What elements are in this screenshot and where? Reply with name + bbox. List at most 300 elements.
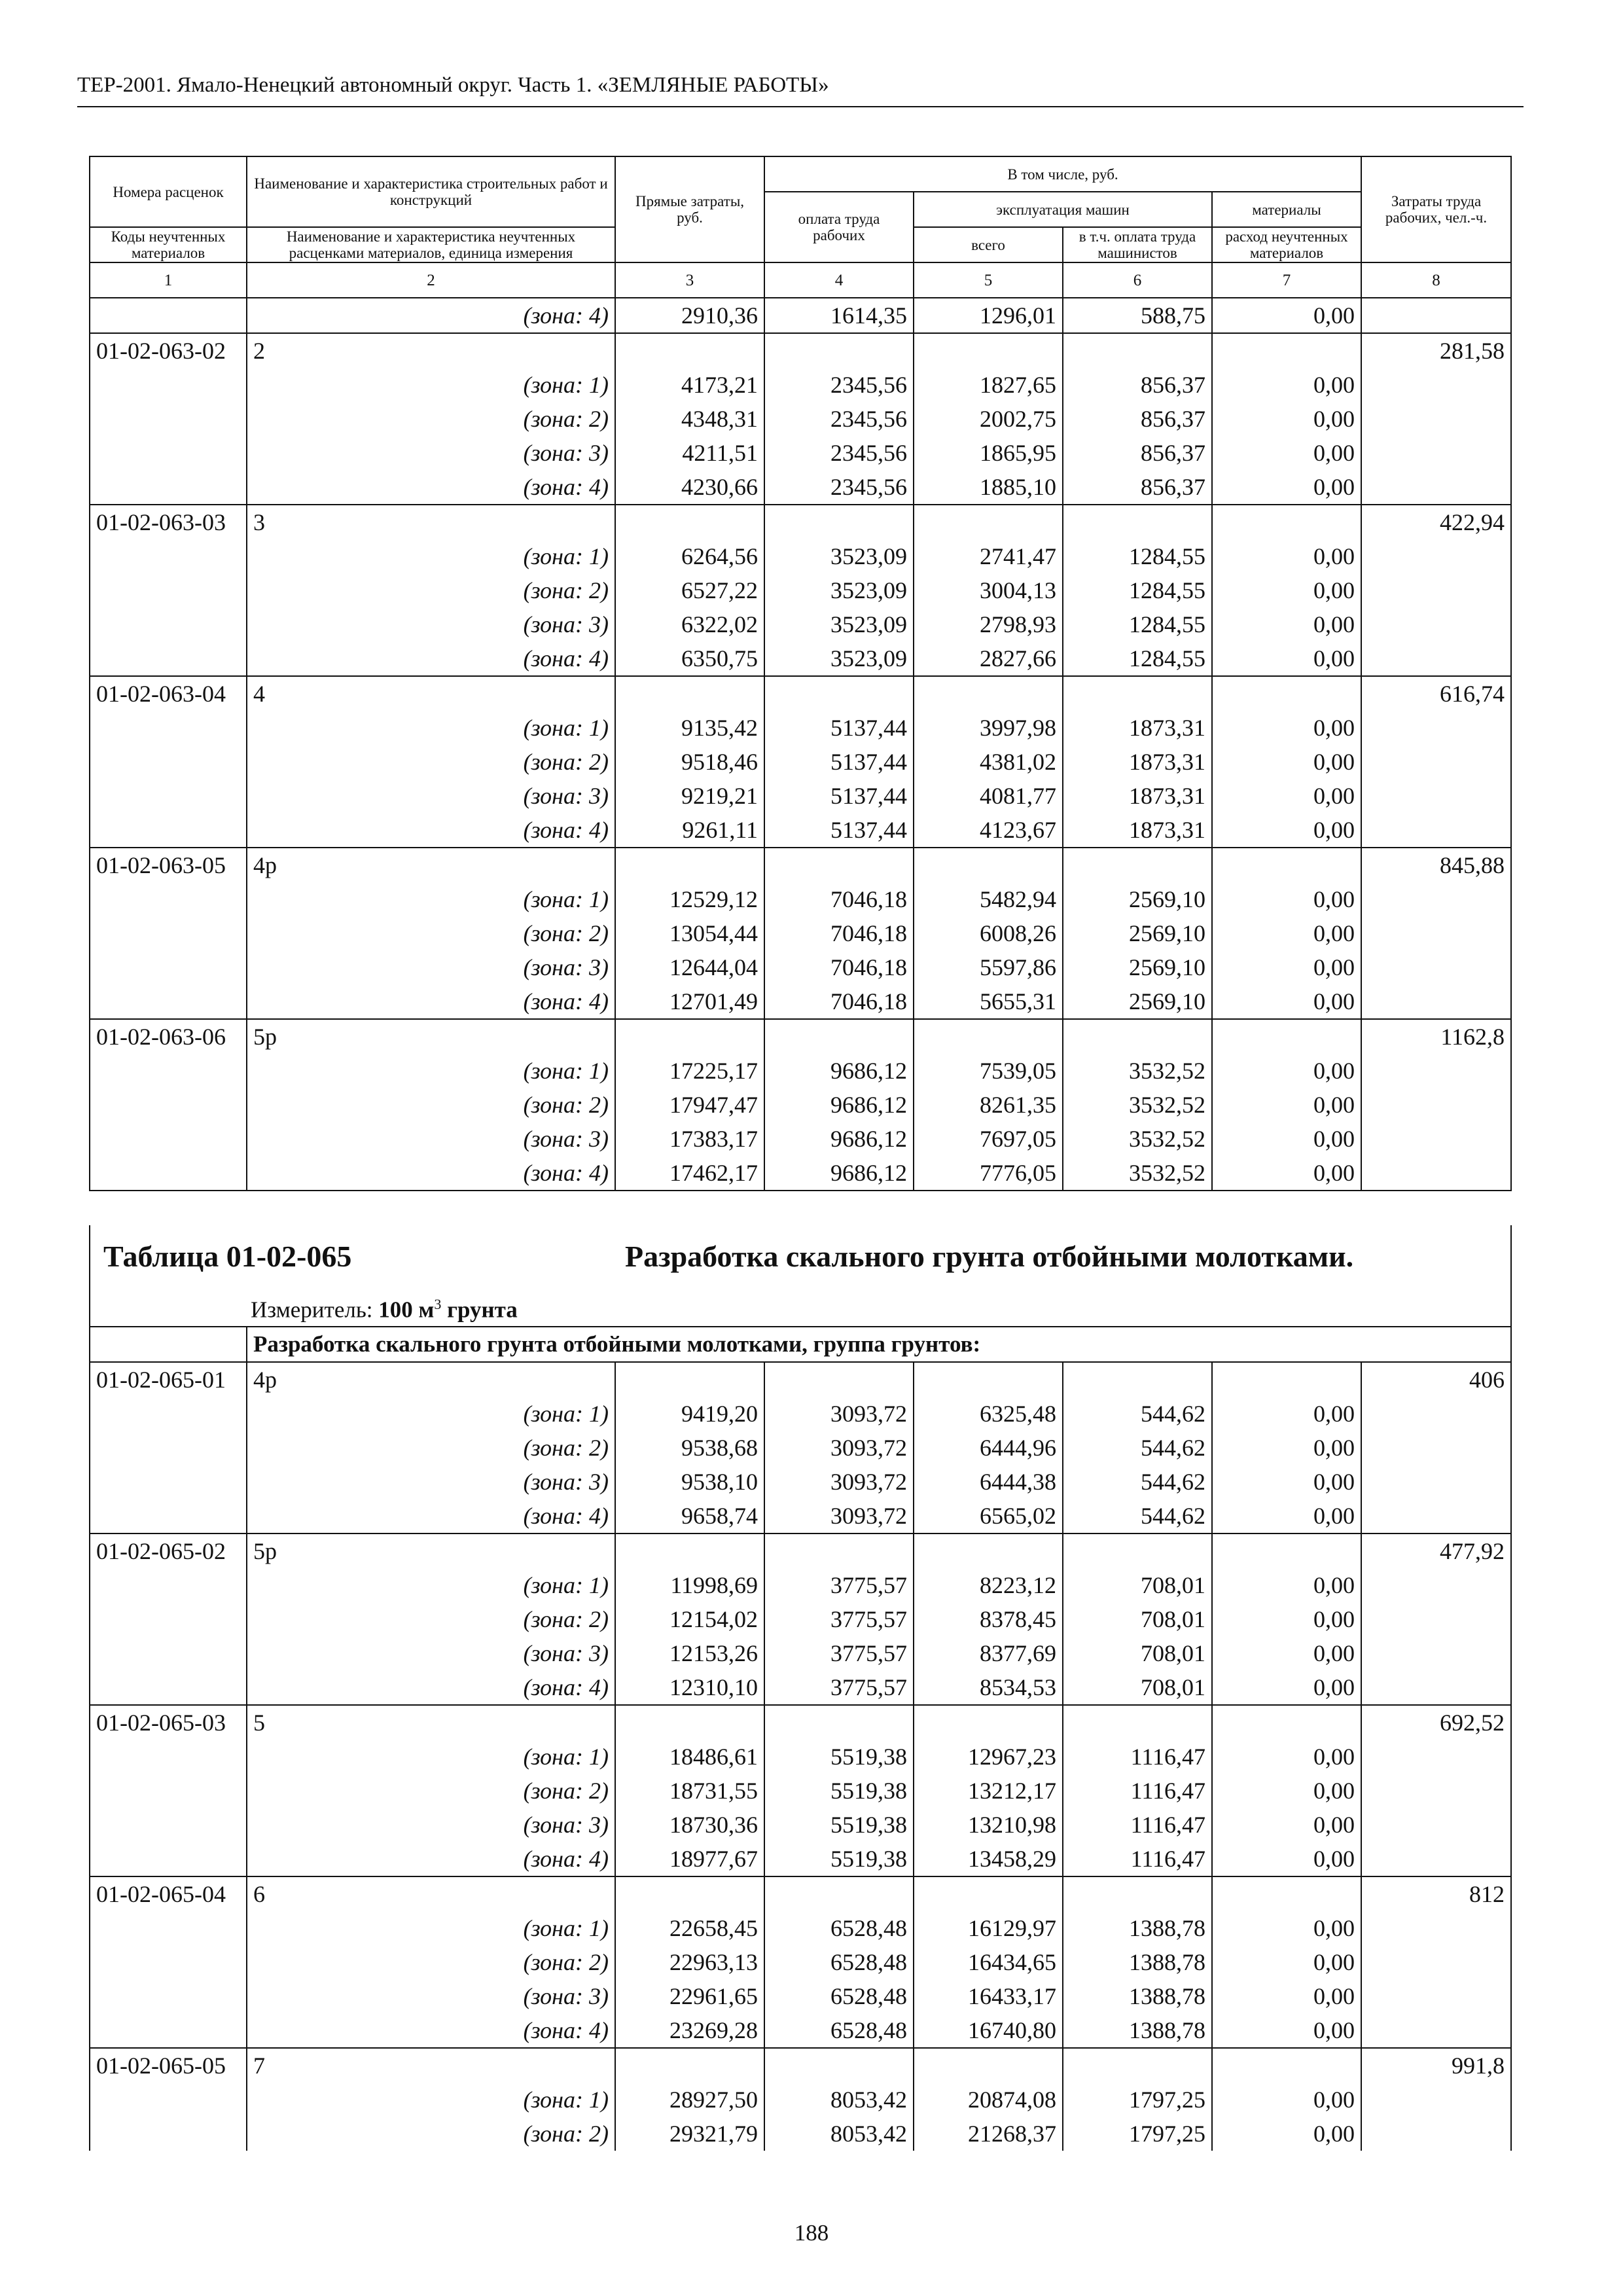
zone-label: (зона: 4) bbox=[247, 2013, 615, 2048]
column-number: 2 bbox=[247, 262, 615, 298]
rate-code-cell bbox=[90, 1842, 247, 1876]
machines-pay: 856,37 bbox=[1063, 436, 1212, 470]
machines-total: 13458,29 bbox=[914, 1842, 1063, 1876]
zone-label: (зона: 4) bbox=[247, 641, 615, 676]
materials: 0,00 bbox=[1212, 1431, 1361, 1465]
rate-code-cell bbox=[90, 916, 247, 950]
table-row bbox=[90, 882, 1511, 916]
labor-cost-cell bbox=[1361, 2117, 1511, 2151]
empty-cell bbox=[914, 676, 1063, 711]
materials: 0,00 bbox=[1212, 1808, 1361, 1842]
machines-pay: 544,62 bbox=[1063, 1499, 1212, 1534]
zone-label: (зона: 2) bbox=[247, 573, 615, 607]
table-row bbox=[90, 1808, 1511, 1842]
column-number: 4 bbox=[764, 262, 914, 298]
direct-cost: 12310,10 bbox=[615, 1670, 764, 1705]
labor-pay: 7046,18 bbox=[764, 916, 914, 950]
rate-name: 4р bbox=[247, 1362, 615, 1397]
machines-total: 13210,98 bbox=[914, 1808, 1063, 1842]
table-row bbox=[90, 1397, 1511, 1431]
machines-pay: 1284,55 bbox=[1063, 607, 1212, 641]
empty-cell bbox=[764, 333, 914, 368]
machines-pay: 1284,55 bbox=[1063, 641, 1212, 676]
zone-label: (зона: 1) bbox=[247, 1397, 615, 1431]
header-machines-pay: в т.ч. оплата труда машинистов bbox=[1063, 227, 1212, 262]
machines-total: 8223,12 bbox=[914, 1568, 1063, 1602]
labor-pay: 3523,09 bbox=[764, 573, 914, 607]
labor-cost-cell bbox=[1361, 916, 1511, 950]
rate-group-row bbox=[90, 676, 1511, 711]
materials: 0,00 bbox=[1212, 1465, 1361, 1499]
rate-code-cell bbox=[90, 1465, 247, 1499]
labor-cost-cell bbox=[1361, 779, 1511, 813]
labor-cost-cell bbox=[1361, 1568, 1511, 1602]
table-title: Разработка скального грунта отбойными молотками. bbox=[625, 1240, 1354, 1273]
direct-cost: 6322,02 bbox=[615, 607, 764, 641]
machines-pay: 588,75 bbox=[1063, 298, 1212, 333]
zone-label: (зона: 1) bbox=[247, 882, 615, 916]
empty-cell bbox=[1063, 2048, 1212, 2083]
header-machines: эксплуатация машин bbox=[914, 192, 1212, 227]
machines-total: 4381,02 bbox=[914, 745, 1063, 779]
empty-cell bbox=[914, 1019, 1063, 1054]
direct-cost: 12644,04 bbox=[615, 950, 764, 984]
zone-label: (зона: 2) bbox=[247, 1431, 615, 1465]
rate-code-cell bbox=[90, 1945, 247, 1979]
machines-total: 1296,01 bbox=[914, 298, 1063, 333]
direct-cost: 4348,31 bbox=[615, 402, 764, 436]
table-row bbox=[90, 641, 1511, 676]
rate-code-cell bbox=[90, 813, 247, 848]
machines-total: 1865,95 bbox=[914, 436, 1063, 470]
materials: 0,00 bbox=[1212, 1088, 1361, 1122]
labor-pay: 2345,56 bbox=[764, 368, 914, 402]
table-row bbox=[90, 1568, 1511, 1602]
labor-pay: 6528,48 bbox=[764, 1945, 914, 1979]
machines-pay: 1388,78 bbox=[1063, 1945, 1212, 1979]
labor-cost-cell bbox=[1361, 2013, 1511, 2048]
empty-cell bbox=[914, 1876, 1063, 1911]
rate-code: 01-02-065-01 bbox=[90, 1362, 247, 1397]
rate-code: 01-02-065-03 bbox=[90, 1705, 247, 1740]
empty-cell bbox=[764, 505, 914, 539]
table-row bbox=[90, 573, 1511, 607]
machines-pay: 708,01 bbox=[1063, 1568, 1212, 1602]
direct-cost: 6527,22 bbox=[615, 573, 764, 607]
empty-cell bbox=[1212, 1876, 1361, 1911]
zone-label: (зона: 1) bbox=[247, 711, 615, 745]
labor-pay: 6528,48 bbox=[764, 2013, 914, 2048]
rate-code: 01-02-065-05 bbox=[90, 2048, 247, 2083]
machines-total: 1827,65 bbox=[914, 368, 1063, 402]
labor-cost: 281,58 bbox=[1361, 333, 1511, 368]
rate-code: 01-02-063-05 bbox=[90, 848, 247, 882]
labor-cost-cell bbox=[1361, 402, 1511, 436]
labor-cost-cell bbox=[1361, 1465, 1511, 1499]
table-row bbox=[90, 470, 1511, 505]
header-materials-used: расход неучтенных материалов bbox=[1212, 227, 1361, 262]
labor-cost-cell bbox=[1361, 1499, 1511, 1534]
labor-cost-cell bbox=[1361, 368, 1511, 402]
table-row bbox=[90, 916, 1511, 950]
machines-total: 6444,38 bbox=[914, 1465, 1063, 1499]
empty-cell bbox=[764, 848, 914, 882]
zone-label: (зона: 4) bbox=[247, 1156, 615, 1191]
rate-code-cell bbox=[90, 1808, 247, 1842]
labor-cost: 406 bbox=[1361, 1362, 1511, 1397]
table-row bbox=[90, 1499, 1511, 1534]
rate-code-cell bbox=[90, 573, 247, 607]
labor-cost: 692,52 bbox=[1361, 1705, 1511, 1740]
machines-pay: 856,37 bbox=[1063, 402, 1212, 436]
rate-code-cell bbox=[90, 779, 247, 813]
rate-code: 01-02-065-04 bbox=[90, 1876, 247, 1911]
machines-pay: 1797,25 bbox=[1063, 2083, 1212, 2117]
rate-code-cell bbox=[90, 1636, 247, 1670]
labor-cost-cell bbox=[1361, 539, 1511, 573]
subheading-blank bbox=[90, 1327, 247, 1362]
labor-cost: 812 bbox=[1361, 1876, 1511, 1911]
materials: 0,00 bbox=[1212, 984, 1361, 1019]
rate-name: 4 bbox=[247, 676, 615, 711]
labor-cost-cell bbox=[1361, 1945, 1511, 1979]
zone-label: (зона: 2) bbox=[247, 1945, 615, 1979]
machines-total: 16129,97 bbox=[914, 1911, 1063, 1945]
labor-cost: 422,94 bbox=[1361, 505, 1511, 539]
empty-cell bbox=[615, 1019, 764, 1054]
zone-label: (зона: 3) bbox=[247, 1122, 615, 1156]
zone-label: (зона: 2) bbox=[247, 745, 615, 779]
zone-label: (зона: 3) bbox=[247, 1808, 615, 1842]
materials: 0,00 bbox=[1212, 813, 1361, 848]
rate-code-cell bbox=[90, 641, 247, 676]
zone-label: (зона: 1) bbox=[247, 1054, 615, 1088]
labor-cost-cell bbox=[1361, 711, 1511, 745]
rate-name: 7 bbox=[247, 2048, 615, 2083]
zone-label: (зона: 3) bbox=[247, 607, 615, 641]
labor-cost: 991,8 bbox=[1361, 2048, 1511, 2083]
table-row bbox=[90, 711, 1511, 745]
empty-cell bbox=[1212, 676, 1361, 711]
rate-code-cell bbox=[90, 1911, 247, 1945]
machines-total: 6565,02 bbox=[914, 1499, 1063, 1534]
materials: 0,00 bbox=[1212, 1911, 1361, 1945]
table-row bbox=[90, 368, 1511, 402]
machines-pay: 2569,10 bbox=[1063, 984, 1212, 1019]
rate-code-cell bbox=[90, 1088, 247, 1122]
empty-cell bbox=[1063, 505, 1212, 539]
labor-pay: 9686,12 bbox=[764, 1122, 914, 1156]
labor-pay: 7046,18 bbox=[764, 950, 914, 984]
zone-label: (зона: 1) bbox=[247, 539, 615, 573]
labor-pay: 5519,38 bbox=[764, 1774, 914, 1808]
direct-cost: 4211,51 bbox=[615, 436, 764, 470]
empty-cell bbox=[764, 676, 914, 711]
labor-cost-cell bbox=[1361, 1808, 1511, 1842]
table-row bbox=[90, 402, 1511, 436]
labor-pay: 7046,18 bbox=[764, 882, 914, 916]
labor-pay: 3775,57 bbox=[764, 1568, 914, 1602]
rate-code-cell bbox=[90, 1397, 247, 1431]
machines-total: 6325,48 bbox=[914, 1397, 1063, 1431]
direct-cost: 18486,61 bbox=[615, 1740, 764, 1774]
rate-code-cell bbox=[90, 1740, 247, 1774]
zone-label: (зона: 4) bbox=[247, 1499, 615, 1534]
rate-code-cell bbox=[90, 1054, 247, 1088]
labor-pay: 3523,09 bbox=[764, 641, 914, 676]
materials: 0,00 bbox=[1212, 1636, 1361, 1670]
direct-cost: 12701,49 bbox=[615, 984, 764, 1019]
zone-label: (зона: 1) bbox=[247, 1568, 615, 1602]
direct-cost: 22658,45 bbox=[615, 1911, 764, 1945]
labor-pay: 3523,09 bbox=[764, 607, 914, 641]
labor-cost-cell bbox=[1361, 1636, 1511, 1670]
empty-cell bbox=[764, 2048, 914, 2083]
zone-label: (зона: 3) bbox=[247, 1465, 615, 1499]
unit-of-measure bbox=[251, 1287, 518, 1327]
machines-total: 12967,23 bbox=[914, 1740, 1063, 1774]
direct-cost: 22963,13 bbox=[615, 1945, 764, 1979]
rate-name: 3 bbox=[247, 505, 615, 539]
materials: 0,00 bbox=[1212, 1979, 1361, 2013]
empty-cell bbox=[1063, 333, 1212, 368]
direct-cost: 4230,66 bbox=[615, 470, 764, 505]
machines-total: 16434,65 bbox=[914, 1945, 1063, 1979]
labor-pay: 3775,57 bbox=[764, 1636, 914, 1670]
empty-cell bbox=[615, 1534, 764, 1568]
header-code-bottom: Коды неучтенных материалов bbox=[90, 227, 247, 262]
machines-total: 20874,08 bbox=[914, 2083, 1063, 2117]
rate-code-cell bbox=[90, 1568, 247, 1602]
header-direct: Прямые затраты, руб. bbox=[615, 156, 764, 262]
rate-code-cell bbox=[90, 402, 247, 436]
machines-total: 8261,35 bbox=[914, 1088, 1063, 1122]
rate-code-cell bbox=[90, 607, 247, 641]
rate-group-row bbox=[90, 2048, 1511, 2083]
rate-name: 5р bbox=[247, 1019, 615, 1054]
materials: 0,00 bbox=[1212, 436, 1361, 470]
zone-label: (зона: 4) bbox=[247, 813, 615, 848]
labor-cost-cell bbox=[1361, 1602, 1511, 1636]
header-machines-total: всего bbox=[914, 227, 1063, 262]
machines-pay: 1388,78 bbox=[1063, 2013, 1212, 2048]
unit-value: 100 м bbox=[378, 1297, 435, 1323]
header-name-bottom: Наименование и характеристика неучтенных расценками материалов, единица измерения bbox=[247, 227, 615, 262]
rate-group-row bbox=[90, 1876, 1511, 1911]
direct-cost: 4173,21 bbox=[615, 368, 764, 402]
machines-total: 4123,67 bbox=[914, 813, 1063, 848]
empty-cell bbox=[764, 1362, 914, 1397]
labor-pay: 9686,12 bbox=[764, 1088, 914, 1122]
direct-cost: 9135,42 bbox=[615, 711, 764, 745]
table-row bbox=[90, 1670, 1511, 1705]
empty-cell bbox=[615, 1362, 764, 1397]
machines-pay: 708,01 bbox=[1063, 1602, 1212, 1636]
labor-pay: 1614,35 bbox=[764, 298, 914, 333]
table-row bbox=[90, 1945, 1511, 1979]
materials: 0,00 bbox=[1212, 779, 1361, 813]
rate-group-row bbox=[90, 1019, 1511, 1054]
machines-total: 8534,53 bbox=[914, 1670, 1063, 1705]
zone-label: (зона: 2) bbox=[247, 402, 615, 436]
machines-pay: 856,37 bbox=[1063, 470, 1212, 505]
empty-cell bbox=[1063, 1876, 1212, 1911]
materials: 0,00 bbox=[1212, 1054, 1361, 1088]
rate-group-row bbox=[90, 505, 1511, 539]
empty-cell bbox=[914, 505, 1063, 539]
machines-pay: 2569,10 bbox=[1063, 882, 1212, 916]
machines-pay: 544,62 bbox=[1063, 1397, 1212, 1431]
machines-total: 6444,96 bbox=[914, 1431, 1063, 1465]
machines-total: 8377,69 bbox=[914, 1636, 1063, 1670]
zone-label: (зона: 1) bbox=[247, 2083, 615, 2117]
materials: 0,00 bbox=[1212, 1122, 1361, 1156]
table-row bbox=[90, 1911, 1511, 1945]
column-number: 5 bbox=[914, 262, 1063, 298]
empty-cell bbox=[764, 1705, 914, 1740]
labor-cost: 845,88 bbox=[1361, 848, 1511, 882]
direct-cost: 17225,17 bbox=[615, 1054, 764, 1088]
table-row bbox=[90, 2013, 1511, 2048]
unit-superscript: 3 bbox=[434, 1296, 442, 1312]
machines-total: 13212,17 bbox=[914, 1774, 1063, 1808]
empty-cell bbox=[1063, 1362, 1212, 1397]
zone-label: (зона: 4) bbox=[247, 984, 615, 1019]
direct-cost: 9658,74 bbox=[615, 1499, 764, 1534]
direct-cost: 28927,50 bbox=[615, 2083, 764, 2117]
machines-pay: 1873,31 bbox=[1063, 779, 1212, 813]
labor-cost-cell bbox=[1361, 1088, 1511, 1122]
empty-cell bbox=[1212, 1019, 1361, 1054]
materials: 0,00 bbox=[1212, 1156, 1361, 1191]
machines-total: 16740,80 bbox=[914, 2013, 1063, 2048]
machines-total: 5482,94 bbox=[914, 882, 1063, 916]
labor-cost-cell bbox=[1361, 436, 1511, 470]
labor-cost-cell bbox=[1361, 573, 1511, 607]
empty-cell bbox=[914, 1534, 1063, 1568]
table-row bbox=[90, 745, 1511, 779]
labor-cost-cell bbox=[1361, 298, 1511, 333]
labor-cost-cell bbox=[1361, 950, 1511, 984]
machines-pay: 1116,47 bbox=[1063, 1774, 1212, 1808]
machines-pay: 1873,31 bbox=[1063, 813, 1212, 848]
materials: 0,00 bbox=[1212, 402, 1361, 436]
machines-total: 8378,45 bbox=[914, 1602, 1063, 1636]
materials: 0,00 bbox=[1212, 539, 1361, 573]
materials: 0,00 bbox=[1212, 2013, 1361, 2048]
materials: 0,00 bbox=[1212, 1602, 1361, 1636]
materials: 0,00 bbox=[1212, 711, 1361, 745]
machines-pay: 544,62 bbox=[1063, 1431, 1212, 1465]
direct-cost: 9261,11 bbox=[615, 813, 764, 848]
header-incl: В том числе, руб. bbox=[764, 156, 1361, 192]
labor-pay: 3093,72 bbox=[764, 1397, 914, 1431]
table-row bbox=[90, 1465, 1511, 1499]
empty-cell bbox=[764, 1876, 914, 1911]
rate-code: 01-02-063-03 bbox=[90, 505, 247, 539]
zone-label: (зона: 4) bbox=[247, 1670, 615, 1705]
direct-cost: 6350,75 bbox=[615, 641, 764, 676]
empty-cell bbox=[1212, 1362, 1361, 1397]
rate-code-cell bbox=[90, 1979, 247, 2013]
zone-label: (зона: 4) bbox=[247, 298, 615, 333]
empty-cell bbox=[914, 1362, 1063, 1397]
table-subheading: Разработка скального грунта отбойными молотками, группа грунтов: bbox=[247, 1327, 1511, 1362]
materials: 0,00 bbox=[1212, 745, 1361, 779]
labor-cost-cell bbox=[1361, 813, 1511, 848]
labor-pay: 2345,56 bbox=[764, 470, 914, 505]
table-row bbox=[90, 1774, 1511, 1808]
table-row bbox=[90, 950, 1511, 984]
direct-cost: 9538,68 bbox=[615, 1431, 764, 1465]
labor-cost-cell bbox=[1361, 984, 1511, 1019]
rates-table bbox=[89, 156, 1512, 2151]
labor-cost-cell bbox=[1361, 1397, 1511, 1431]
empty-cell bbox=[615, 505, 764, 539]
labor-pay: 3775,57 bbox=[764, 1670, 914, 1705]
table-row bbox=[90, 1602, 1511, 1636]
table-body-01-02-063 bbox=[90, 298, 1511, 1191]
direct-cost: 17947,47 bbox=[615, 1088, 764, 1122]
rate-code-cell bbox=[90, 882, 247, 916]
machines-total: 2002,75 bbox=[914, 402, 1063, 436]
machines-pay: 1873,31 bbox=[1063, 745, 1212, 779]
rate-code-cell bbox=[90, 1774, 247, 1808]
zone-label: (зона: 1) bbox=[247, 1740, 615, 1774]
labor-cost-cell bbox=[1361, 641, 1511, 676]
machines-pay: 1873,31 bbox=[1063, 711, 1212, 745]
materials: 0,00 bbox=[1212, 1842, 1361, 1876]
column-number: 7 bbox=[1212, 262, 1361, 298]
labor-cost-cell bbox=[1361, 1979, 1511, 2013]
header-name-top: Наименование и характеристика строительных работ и конструкций bbox=[247, 156, 615, 227]
header-rule bbox=[77, 106, 1524, 107]
machines-pay: 1388,78 bbox=[1063, 1979, 1212, 2013]
empty-cell bbox=[1212, 848, 1361, 882]
table-row bbox=[90, 813, 1511, 848]
direct-cost: 23269,28 bbox=[615, 2013, 764, 2048]
rate-name: 6 bbox=[247, 1876, 615, 1911]
table-row bbox=[90, 436, 1511, 470]
labor-pay: 9686,12 bbox=[764, 1156, 914, 1191]
rate-code: 01-02-063-02 bbox=[90, 333, 247, 368]
table-row bbox=[90, 2083, 1511, 2117]
materials: 0,00 bbox=[1212, 2083, 1361, 2117]
rate-code-cell bbox=[90, 436, 247, 470]
machines-total: 6008,26 bbox=[914, 916, 1063, 950]
machines-pay: 1116,47 bbox=[1063, 1842, 1212, 1876]
labor-pay: 7046,18 bbox=[764, 984, 914, 1019]
labor-cost-cell bbox=[1361, 607, 1511, 641]
labor-cost-cell bbox=[1361, 1842, 1511, 1876]
rate-name: 4р bbox=[247, 848, 615, 882]
column-number: 1 bbox=[90, 262, 247, 298]
rate-group-row bbox=[90, 1705, 1511, 1740]
labor-cost-cell bbox=[1361, 745, 1511, 779]
labor-pay: 6528,48 bbox=[764, 1911, 914, 1945]
labor-cost-cell bbox=[1361, 1774, 1511, 1808]
rate-code-cell bbox=[90, 368, 247, 402]
direct-cost: 12529,12 bbox=[615, 882, 764, 916]
rate-code-cell bbox=[90, 298, 247, 333]
column-number: 6 bbox=[1063, 262, 1212, 298]
labor-cost-cell bbox=[1361, 2083, 1511, 2117]
materials: 0,00 bbox=[1212, 1945, 1361, 1979]
labor-pay: 3093,72 bbox=[764, 1499, 914, 1534]
rate-code-cell bbox=[90, 539, 247, 573]
labor-pay: 3093,72 bbox=[764, 1465, 914, 1499]
rate-group-row bbox=[90, 848, 1511, 882]
